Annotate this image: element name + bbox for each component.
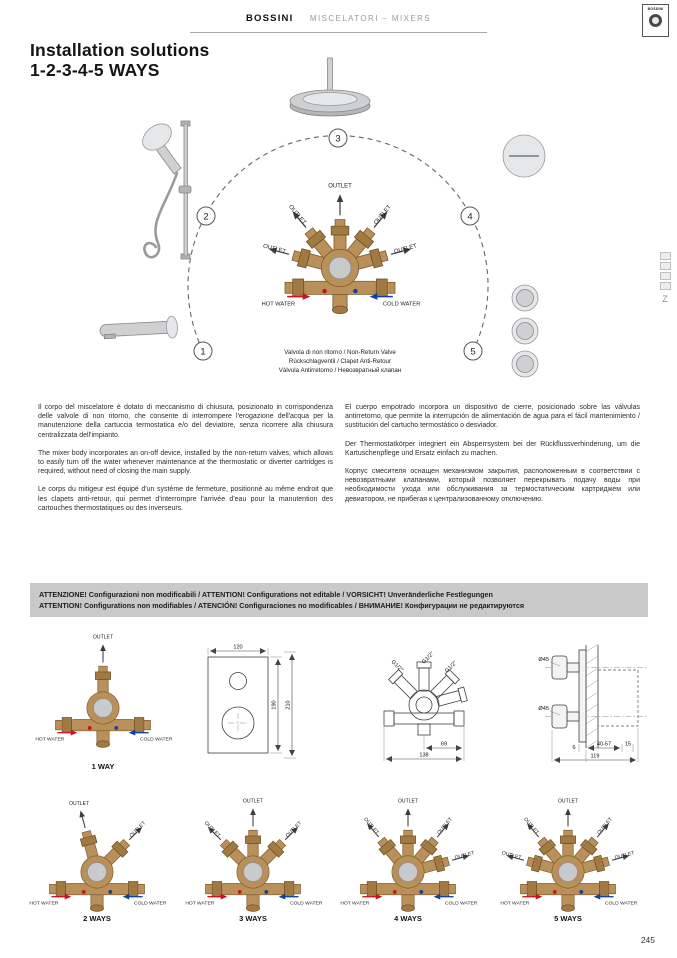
warning-line-2: ATTENTION! Configurations non modifiables / ATENCIÓN! Configuraciones no modificables / ВНИМАНИЕ! Конфигурации не редактируются <box>39 601 525 610</box>
callout-1 <box>194 342 212 360</box>
title-line-1: Installation solutions <box>30 40 210 60</box>
outlet-label: OUTLET <box>614 850 636 862</box>
outlet-label: OUTLET <box>262 243 287 256</box>
outlet-label: OUTLET <box>284 820 304 839</box>
callout-number: 3 <box>335 133 341 145</box>
side-tab-letter: Z <box>662 294 668 304</box>
warning-banner <box>30 583 648 617</box>
outlet-label: OUTLET <box>68 801 90 808</box>
mixer-diagram-3-ways <box>173 782 333 932</box>
hot-water-label: HOT WATER <box>340 901 370 907</box>
dim-thread: G1/2" <box>444 660 459 675</box>
hot-water-label: HOT WATER <box>29 901 59 907</box>
dimension-drawing-valve-front <box>384 651 467 761</box>
caption-line-3: Válvula Antirretorno / Невозвратный клапан <box>278 367 402 375</box>
mixer-diagram-2-ways <box>17 782 177 932</box>
dim-thread: G1/2" <box>389 659 404 674</box>
dim-total-depth: 119 <box>590 753 600 760</box>
outlet-label: OUTLET <box>92 634 114 641</box>
dim-knob-diameter: Ø45 <box>538 706 549 712</box>
body-text-right-column <box>345 403 640 513</box>
valve-caption <box>225 348 455 376</box>
outlet-label: OUTLET <box>373 204 393 227</box>
outlet-label: OUTLET <box>287 204 307 227</box>
paragraph-german: Der Thermostatkörper integriert ein Absperrsystem bei der Rückflussverhinderung, um die Kartuschenpflege und Ersatz einfach zu machen. <box>345 440 640 457</box>
section-title: MISCELATORI – MIXERS <box>309 14 431 23</box>
way-label-5: 5 WAYS <box>554 914 582 923</box>
callout-number: 4 <box>467 211 473 223</box>
outlet-label: OUTLET <box>328 183 352 190</box>
dim-wall-depth: 40-57 <box>596 741 612 748</box>
brand-name: BOSSINI <box>246 13 294 24</box>
body-text-left-column <box>38 403 333 522</box>
dim-width: 120 <box>233 644 243 651</box>
outlet-label: OUTLET <box>500 850 522 862</box>
cold-water-label: COLD WATER <box>605 901 638 907</box>
callout-4 <box>461 207 479 225</box>
dim-height-inner: 190 <box>271 700 278 710</box>
dim-height-outer: 210 <box>285 700 292 710</box>
outlet-label: OUTLET <box>393 243 418 256</box>
dimension-drawing-side <box>538 644 648 762</box>
outlet-label: OUTLET <box>454 850 476 862</box>
outlet-label: OUTLET <box>557 798 579 805</box>
callout-2 <box>197 207 215 225</box>
dim-full-width: 138 <box>419 752 429 759</box>
outlet-label: OUTLET <box>128 820 148 839</box>
ceiling-shower-illustration <box>290 58 370 116</box>
logo-text: BOSSINI <box>647 7 664 11</box>
paragraph-spanish: El cuerpo empotrado incorpora un dispositivo de cierre, posicionado sobre las válvulas antirretorno, que permite la interrupción de alimentación de agua para el fácil mantenimiento / sustitución del cartucho termostático o desviador. <box>345 404 640 430</box>
cold-water-label: COLD WATER <box>134 901 167 907</box>
mixer-diagram-main <box>240 178 440 362</box>
paragraph-italian: Il corpo del miscelatore è dotato di meccanismo di chiusura, posizionato in corrispondenza delle valvole di non ritorno, che consente di interrompere l'erogazione dell'acqua per la manutenzione della cartuccia termostatica e/o del deviatore, senza ricorrere alla chiusura centralizzata dell'impianto. <box>38 404 333 439</box>
cold-water-label: COLD WATER <box>140 737 173 743</box>
outlet-label: OUTLET <box>242 798 264 805</box>
paragraph-english: The mixer body incorporates an on-off device, installed by the non-return valves, which allows to easily turn off the water whenever maintenance at the thermostatic or diverter cartridges is required, without need of closing the main supply. <box>38 449 333 476</box>
mixer-diagram-5-ways <box>488 782 648 932</box>
dim-half-width: 69 <box>440 741 448 748</box>
hot-water-label: HOT WATER <box>500 901 530 907</box>
control-knobs-illustration <box>512 285 538 377</box>
way-label-4: 4 WAYS <box>394 914 422 923</box>
page-number: 245 <box>640 935 655 945</box>
dim-plate-thickness: 6 <box>572 745 576 751</box>
warning-line-1: ATTENZIONE! Configurazioni non modificabili / ATTENTION! Configurations not editable / VORSICHT! Unveränderliche Festlegungen <box>39 590 493 599</box>
outlet-label: OUTLET <box>436 816 454 836</box>
caption-line-2: Rückschlagventil / Clapet Anti-Retour <box>288 358 392 366</box>
mixer-diagram-4-ways <box>328 782 488 932</box>
dim-offset: 15 <box>624 741 632 748</box>
callout-number: 2 <box>203 211 209 223</box>
hot-water-label: HOT WATER <box>35 737 65 743</box>
callout-number: 5 <box>470 346 476 358</box>
cold-water-label: COLD WATER <box>290 901 323 907</box>
hot-water-label: HOT WATER <box>185 901 215 907</box>
hot-water-label: HOT WATER <box>261 301 296 308</box>
mixer-diagram-1-way <box>23 618 183 768</box>
outlet-label: OUTLET <box>522 816 540 836</box>
outlet-label: OUTLET <box>202 820 222 839</box>
title-line-2: 1-2-3-4-5 WAYS <box>30 60 160 80</box>
outlet-label: OUTLET <box>397 798 419 805</box>
caption-line-1: Valvola di non ritorno / Non-Return Valve <box>284 349 396 356</box>
callout-5 <box>464 342 482 360</box>
wall-plate-illustration <box>503 135 545 177</box>
callout-3 <box>329 129 347 147</box>
dim-thread: G1/2" <box>421 651 436 666</box>
way-label-2: 2 WAYS <box>83 914 111 923</box>
way-label-1: 1 WAY <box>91 762 115 771</box>
spout-illustration <box>99 316 178 342</box>
cold-water-label: COLD WATER <box>445 901 478 907</box>
hand-shower-illustration <box>138 118 191 259</box>
outlet-label: OUTLET <box>596 816 614 836</box>
cold-water-label: COLD WATER <box>382 301 421 308</box>
dim-knob-diameter: Ø45 <box>538 657 549 663</box>
callout-number: 1 <box>200 346 206 358</box>
paragraph-russian: Корпус смесителя оснащен механизмом закрытия, расположенным в соответствии с невозвратными клапанами, который позволяет перекрывать подачу воды при необходимости ухода или обслуживания за термостатическим картриджем или девиатором, не прибегая к централизованному отключению. <box>345 468 640 503</box>
way-label-3: 3 WAYS <box>239 914 267 923</box>
dimension-drawing-plate-front <box>208 645 296 759</box>
paragraph-french: Le corps du mitigeur est équipé d'un système de fermeture, positionné au même endroit que les clapets anti-retour, qui permet d'interrompre l'arrivée d'eau pour la manutention des cartouches thermostatiques ou des inverseurs. <box>38 486 333 512</box>
outlet-label: OUTLET <box>362 816 380 836</box>
